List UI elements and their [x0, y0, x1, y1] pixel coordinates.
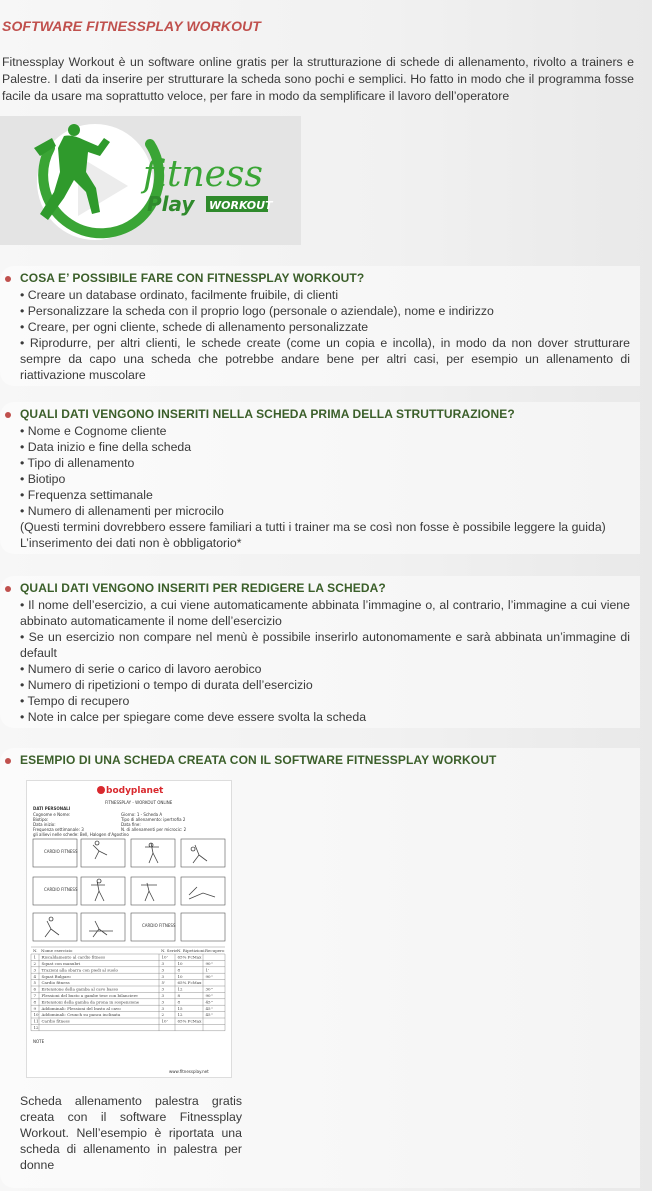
sheet-cardio-label: CARDIO FITNESS [44, 849, 78, 854]
sheet-table-cell: 8 [177, 993, 181, 998]
section-heading: ESEMPIO DI UNA SCHEDA CREATA CON IL SOFTWARE FITNESSPLAY WORKOUT [20, 753, 497, 767]
sheet-table-cell: 10' [161, 954, 168, 960]
list-item: • Personalizzare la scheda con il proprio logo (personale o aziendale), nome e indirizzo [20, 304, 494, 318]
sheet-personal-right: Giorno: 1 - Scheda A [121, 812, 163, 817]
section-what-you-can-do [0, 266, 640, 386]
sheet-table-cell: 6 [33, 986, 37, 992]
list-item: • Nome e Cognome cliente [20, 424, 167, 438]
list-item: • Tipo di allenamento [20, 456, 135, 470]
sheet-table-header: N. Serie [161, 948, 178, 953]
intro-paragraph: Fitnessplay Workout è un software online gratis per la strutturazione di schede di allenamento, rivolto a trainers e Palestre. I dati da inserire per strutturare la scheda sono pochi e semplici. Ho fatto in modo che il programma fosse facile da usare ma soprattutto veloce, per fare in modo da semplificare il lavoro dell’operatore [2, 55, 634, 103]
feature-list [20, 287, 630, 383]
sheet-table-cell: 2 [33, 961, 37, 966]
sheet-website: www.fitnessplay.net [169, 1069, 209, 1074]
list-item: (Questi termini dovrebbero essere familiari a tutti i trainer ma se così non fosse è possibile leggere la guida) [20, 520, 606, 534]
sheet-table-cell: 12 [177, 986, 183, 992]
sheet-personal-header: DATI PERSONALI [33, 806, 71, 811]
list-item: • Numero di allenamenti per microcilo [20, 504, 224, 518]
sheet-table-cell: 4 [33, 973, 37, 979]
sheet-table-cell: Squat Bulgaro [41, 973, 71, 979]
bullet-icon [5, 586, 11, 592]
sheet-table-header: N. [33, 948, 38, 953]
sheet-table-cell: 7 [33, 993, 37, 998]
list-item: • Data inizio e fine della scheda [20, 440, 192, 454]
sheet-personal-right: Data fine: [121, 822, 141, 827]
sheet-personal-right: N. di allenamenti per microcic: 2 [121, 827, 187, 832]
sheet-table-cell: 90'' [205, 961, 213, 966]
page-title: SOFTWARE FITNESSPLAY WORKOUT [2, 18, 261, 34]
sheet-table-cell: 1 [33, 954, 37, 960]
sheet-table-cell: Flessioni del busto a gambe tese con bilanciere [41, 993, 138, 998]
sheet-table-cell: 3 [161, 967, 165, 973]
sheet-table-cell: Cardio fitness [41, 980, 70, 986]
sheet-table-cell: 12 [177, 1012, 183, 1018]
sheet-cardio-label: CARDIO FITNESS [44, 887, 78, 892]
sheet-table-header: Recupero [205, 948, 225, 953]
sheet-table-cell: 45'' [205, 999, 213, 1005]
section-data-for-sheet [0, 576, 640, 728]
sheet-table-cell: 90'' [205, 993, 213, 998]
sheet-table-cell: 10 [33, 1012, 39, 1018]
list-item: • Numero di serie o carico di lavoro aerobico [20, 662, 262, 676]
sheet-table-cell: 12 [33, 1025, 39, 1030]
sheet-table-cell: Riscaldamento al cardio fitness [41, 954, 106, 960]
sheet-personal-left: Frequenza settimanale: 3 [33, 827, 84, 832]
section-heading: COSA E’ POSSIBILE FARE CON FITNESSPLAY WORKOUT? [20, 271, 365, 285]
data-list [20, 423, 630, 551]
sheet-personal-left: gli allievi nelle schede: Bell, Halogen d'Agostino [33, 832, 129, 837]
sheet-table-cell: 10' [161, 1018, 168, 1024]
sheet-table-cell: 10 [177, 961, 183, 966]
sheet-table-cell: Estensione della gamba al cavo basso [41, 986, 119, 992]
sheet-table-header: N. Ripetizioni [177, 948, 205, 953]
sheet-cardio-label: CARDIO FITNESS [142, 923, 176, 928]
logo-word-fitness: fitness [143, 154, 263, 195]
sheet-table-cell: Cardio fitness [41, 1018, 70, 1024]
sheet-table-cell: 10 [177, 973, 183, 979]
list-item: • Frequenza settimanale [20, 488, 153, 502]
list-item: • Se un esercizio non compare nel menù è possibile inserirlo autonomamente e sarà abbinata un’immagine di default [20, 630, 630, 660]
sheet-table-cell: 65% FcMax [177, 1018, 202, 1024]
sheet-table-cell: 3 [161, 986, 165, 992]
fitnessplay-logo [0, 116, 301, 245]
list-item: • Note in calce per spiegare come deve essere svolta la scheda [20, 710, 367, 724]
example-sheet-image [26, 780, 232, 1078]
fitnessplay-logo-graphic [0, 116, 301, 245]
list-item: • Numero di ripetizioni o tempo di durata dell’esercizio [20, 678, 313, 692]
sheet-table-cell: 3 [161, 999, 165, 1005]
sheet-subtitle: FITNESSPLAY - WORKOUT ONLINE [105, 800, 173, 805]
sheet-brand: bodyplanet [106, 786, 164, 796]
sheet-table-cell: 3 [33, 967, 37, 973]
list-item: L’inserimento dei dati non è obbligatorio* [20, 536, 242, 550]
sheet-table-cell: 65% FcMax [177, 980, 202, 986]
sheet-table-cell: 8 [33, 999, 37, 1005]
list-item: • Riprodurre, per altri clienti, le schede create (come un copia e incolla), in modo da non dover strutturare sempre da capo una scheda che potrebbe andare bene per altri casi, per esempio un allenamento di riattivazione muscolare [20, 336, 630, 382]
sheet-table-cell: Squat con manubri [41, 961, 81, 966]
sheet-table-cell: 9 [33, 1005, 37, 1011]
sheet-table-cell: 5 [33, 980, 37, 986]
sheet-table-cell: 30'' [205, 986, 213, 992]
logo-word-workout: WORKOUT [209, 199, 273, 212]
sheet-table-cell: 45'' [205, 1005, 213, 1011]
sheet-table-cell: 2 [161, 1012, 165, 1018]
sheet-table-cell: 3 [161, 993, 165, 998]
example-sheet-graphic [27, 781, 231, 1077]
sheet-table-cell: 8 [177, 967, 181, 973]
sheet-personal-left: Data inizio: [33, 822, 56, 827]
sheet-table-cell: Estensioni della gamba da prona in sospensione [41, 999, 140, 1005]
sheet-table-cell: Addominali: Crunch su panca inclinata [41, 1012, 121, 1018]
section-data-before-structuring [0, 402, 640, 554]
data-list [20, 597, 630, 725]
sheet-note-label: NOTE [33, 1039, 45, 1044]
bullet-icon [5, 276, 11, 282]
sheet-table-cell: 3 [161, 961, 165, 966]
bullet-icon [5, 412, 11, 418]
list-item: • Creare un database ordinato, facilmente fruibile, di clienti [20, 288, 339, 302]
sheet-personal-left: Biotipo: [33, 817, 49, 822]
example-caption: Scheda allenamento palestra gratis creata con il software Fitnessplay Workout. Nell’esempio è riportata una scheda di allenamento in palestra per donne [20, 1094, 242, 1172]
sheet-table-cell: 1' [205, 967, 210, 973]
list-item: • Il nome dell’esercizio, a cui viene automaticamente abbinata l’immagine o, al contrario, l’immagine a cui viene abbinato automaticamente il nome dell’esercizio [20, 598, 630, 628]
sheet-table-cell: Trazioni alla sbarra con piedi al suolo [41, 967, 118, 973]
sheet-table-cell: 3 [161, 1005, 165, 1011]
sheet-table-cell: 45'' [205, 1012, 213, 1018]
sheet-table-cell: 3 [161, 973, 165, 979]
bullet-icon [5, 758, 11, 764]
list-item: • Creare, per ogni cliente, schede di allenamento personalizzate [20, 320, 369, 334]
sheet-table-header: Nome esercizio [41, 948, 73, 953]
sheet-table-cell: 8 [177, 999, 181, 1005]
section-heading: QUALI DATI VENGONO INSERITI PER REDIGERE LA SCHEDA? [20, 581, 386, 595]
sheet-table-cell: 5' [161, 980, 166, 986]
list-item: • Biotipo [20, 472, 66, 486]
logo-word-play: Play [147, 192, 195, 216]
sheet-personal-right: Tipo di allenamento: ipertrofia 2 [121, 817, 186, 822]
section-heading: QUALI DATI VENGONO INSERITI NELLA SCHEDA PRIMA DELLA STRUTTURAZIONE? [20, 407, 515, 421]
sheet-table-cell: 90'' [205, 973, 213, 979]
sheet-table-cell: Addominali: Flessioni del busto al cavo [41, 1005, 121, 1011]
sheet-table-cell: 15 [177, 1005, 183, 1011]
sheet-personal-left: Cognome e Nome: [33, 812, 71, 817]
sheet-table-cell: 65% FcMax [177, 954, 202, 960]
sheet-table-cell: 11 [33, 1018, 39, 1024]
list-item: • Tempo di recupero [20, 694, 130, 708]
